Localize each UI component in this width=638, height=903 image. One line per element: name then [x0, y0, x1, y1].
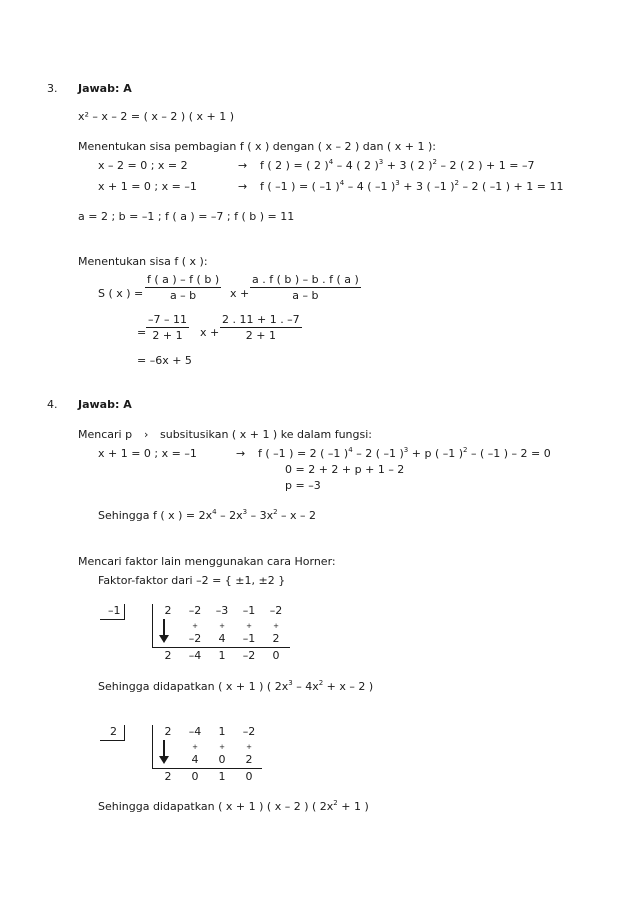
multiplied-value: –1 — [242, 632, 256, 645]
evaluation-row-2: f ( –1 ) = ( –1 )$^4$ – 4 ( –1 )$^3$ + 3 ( –1 )$^2$ – 2 ( –1 ) + 1 = 11 — [260, 179, 564, 193]
multiplied-value: 2 — [245, 753, 253, 766]
multiplied-value: 4 — [191, 753, 199, 766]
fraction-3-numerator: –7 – 11 — [148, 313, 187, 326]
coefficient: –2 — [269, 604, 283, 617]
fraction-3 — [146, 313, 189, 342]
result-value: –2 — [242, 649, 256, 662]
result-value: 0 — [245, 770, 253, 783]
coefficient: 1 — [218, 725, 226, 738]
multiplied-value: 2 — [272, 632, 280, 645]
horner-root: –1 — [108, 604, 121, 617]
arrow-down-icon — [158, 619, 170, 643]
equals-sign: = — [137, 326, 147, 339]
result-value: 1 — [218, 649, 226, 662]
coefficient: –4 — [188, 725, 202, 738]
result-value: 1 — [218, 770, 226, 783]
horner-2-conclusion: Sehingga didapatkan ( x + 1 ) ( x – 2 ) ( $2x^2 + 1$ ) — [98, 799, 369, 813]
arrow-right-icon: › — [144, 428, 149, 441]
coefficient: 2 — [164, 725, 172, 738]
horner-root: 2 — [110, 725, 117, 738]
sx-label: S ( x ) = — [98, 287, 144, 300]
substitution-condition: x + 1 = 0 ; x = –1 — [98, 447, 197, 460]
fraction-2-denominator: a – b — [292, 289, 319, 302]
fraction-4-numerator: 2 . 11 + 1 . –7 — [222, 313, 300, 326]
plus-marker: + — [192, 743, 198, 751]
values-line: a = 2 ; b = –1 ; f ( a ) = –7 ; f ( b ) = 11 — [78, 210, 295, 223]
fraction-4-denominator: 2 + 1 — [245, 329, 276, 342]
fraction-2 — [250, 273, 361, 302]
condition-row-2: x + 1 = 0 ; x = –1 — [98, 180, 197, 193]
coefficient: –3 — [215, 604, 229, 617]
sum-line — [152, 647, 290, 648]
coefficient: –2 — [242, 725, 256, 738]
coefficient: –1 — [242, 604, 256, 617]
arrow-right-icon: → — [236, 447, 246, 460]
evaluation-row-1: f ( 2 ) = ( 2 )$^4$ – 4 ( 2 )$^3$ + 3 ( 2 )$^2$ – 2 ( 2 ) + 1 = –7 — [260, 158, 535, 172]
plus-marker: + — [192, 622, 198, 630]
x-plus: x + — [200, 326, 220, 339]
result-value: 2 — [164, 649, 172, 662]
root-bracket — [124, 725, 125, 741]
plus-marker: + — [246, 743, 252, 751]
result-value: 0 — [191, 770, 199, 783]
remainder-title: Menentukan sisa f ( x ): — [78, 255, 208, 268]
substitution-step-3: p = –3 — [285, 479, 321, 492]
arrow-right-icon: → — [238, 159, 248, 172]
result-value: 0 — [272, 649, 280, 662]
horner-1-conclusion: Sehingga didapatkan ( x + 1 ) ( $2x^3 - 4x^2 + x - 2$ ) — [98, 679, 374, 693]
fraction-1 — [145, 273, 221, 302]
result-value: –4 — [188, 649, 202, 662]
fraction-1-denominator: a – b — [169, 289, 197, 302]
question-number-4: 4. — [47, 398, 58, 411]
plus-marker: + — [273, 622, 279, 630]
fraction-3-denominator: 2 + 1 — [152, 329, 183, 342]
horner-divider — [152, 604, 153, 648]
resulting-function: Sehingga f ( x ) = $2x^4 - 2x^3 - 3x^2$ – x – 2 — [98, 508, 317, 522]
root-underline — [100, 740, 124, 741]
question-number-3: 3. — [47, 82, 58, 95]
coefficient: 2 — [164, 604, 172, 617]
plus-marker: + — [219, 743, 225, 751]
find-p-instruction: subsitusikan ( x + 1 ) ke dalam fungsi: — [160, 428, 372, 441]
answer-heading-3: Jawab: A — [78, 82, 132, 95]
result-value: 2 — [164, 770, 172, 783]
arrow-right-icon: → — [238, 180, 248, 193]
remainder-intro: Menentukan sisa pembagian f ( x ) dengan ( x – 2 ) dan ( x + 1 ): — [78, 140, 436, 153]
root-bracket — [124, 604, 125, 620]
fraction-4 — [220, 313, 302, 342]
substitution-step-2: 0 = 2 + 2 + p + 1 – 2 — [285, 463, 405, 476]
fraction-1-numerator: f ( a ) – f ( b ) — [147, 273, 220, 286]
multiplied-value: –2 — [188, 632, 202, 645]
multiplied-value: 0 — [218, 753, 226, 766]
coefficient: –2 — [188, 604, 202, 617]
sum-line — [152, 768, 262, 769]
substitution-equation: f ( –1 ) = 2 ( –1 )$^4$ – 2 ( –1 )$^3$ + p ( –1 )$^2$ – ( –1 ) – 2 = 0 — [258, 446, 551, 460]
factor-line: x² – x – 2 = ( x – 2 ) ( x + 1 ) — [78, 110, 234, 123]
root-underline — [100, 619, 124, 620]
plus-marker: + — [219, 622, 225, 630]
multiplied-value: 4 — [218, 632, 226, 645]
answer-heading-4: Jawab: A — [78, 398, 132, 411]
condition-row-1: x – 2 = 0 ; x = 2 — [98, 159, 188, 172]
factors-line: Faktor-faktor dari –2 = { ±1, ±2 } — [98, 574, 286, 587]
find-p-label: Mencari p — [78, 428, 133, 441]
horner-title: Mencari faktor lain menggunakan cara Horner: — [78, 555, 336, 568]
x-plus: x + — [230, 287, 250, 300]
plus-marker: + — [246, 622, 252, 630]
fraction-2-numerator: a . f ( b ) – b . f ( a ) — [252, 273, 359, 286]
arrow-down-icon — [158, 740, 170, 764]
remainder-result: = –6x + 5 — [137, 354, 192, 367]
horner-divider — [152, 725, 153, 769]
